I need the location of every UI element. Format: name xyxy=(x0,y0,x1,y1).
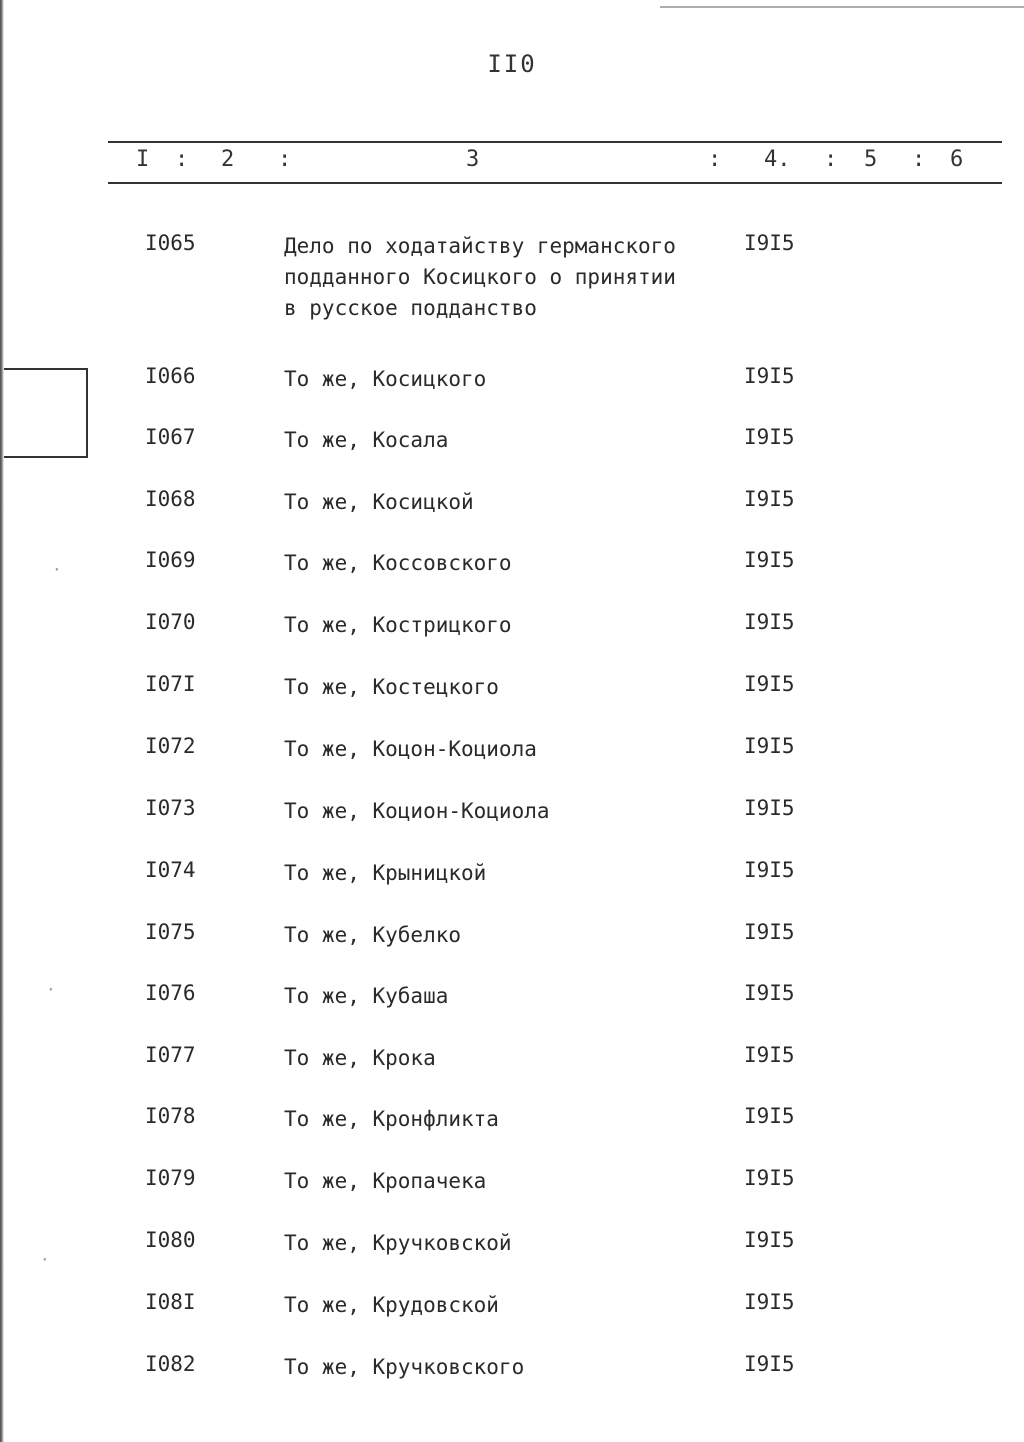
table-header-rule xyxy=(108,182,1002,184)
column-separator: : xyxy=(708,147,722,172)
entry-number: I07I xyxy=(145,672,196,696)
entry-description: То же, Костецкого xyxy=(284,675,499,699)
entry-number: I078 xyxy=(145,1104,196,1128)
entry-description: То же, Кубелко xyxy=(284,923,462,947)
entry-number: I072 xyxy=(145,734,196,758)
entry-description: То же, Кронфликта xyxy=(284,1107,499,1131)
page-edge-shadow xyxy=(0,0,4,1442)
entry-description: Дело по ходатайству германского подданного Косицкого о принятии в русское подданство xyxy=(284,234,676,320)
entry-year: I9I5 xyxy=(744,1228,795,1252)
entry-year: I9I5 xyxy=(744,1352,795,1376)
entry-description: То же, Кручковского xyxy=(284,1355,525,1379)
entry-year: I9I5 xyxy=(744,1104,795,1128)
entry-number: I077 xyxy=(145,1043,196,1067)
entry-number: I075 xyxy=(145,920,196,944)
entry-description: То же, Косицкого xyxy=(284,367,487,391)
table-top-rule xyxy=(108,141,1002,143)
entry-number: I069 xyxy=(145,548,196,572)
column-separator: : xyxy=(912,147,926,172)
entry-year: I9I5 xyxy=(744,231,795,255)
entry-description: То же, Коцион-Коциола xyxy=(284,799,550,823)
entry-year: I9I5 xyxy=(744,610,795,634)
entry-year: I9I5 xyxy=(744,1290,795,1314)
entry-description: То же, Коссовского xyxy=(284,551,512,575)
entry-description: То же, Косицкой xyxy=(284,490,474,514)
entry-year: I9I5 xyxy=(744,1166,795,1190)
entry-year: I9I5 xyxy=(744,487,795,511)
entry-year: I9I5 xyxy=(744,981,795,1005)
page-number: II0 xyxy=(487,50,537,78)
entry-year: I9I5 xyxy=(744,548,795,572)
entry-year: I9I5 xyxy=(744,1043,795,1067)
entry-number: I080 xyxy=(145,1228,196,1252)
entry-year: I9I5 xyxy=(744,672,795,696)
paper-tab xyxy=(4,368,88,458)
entry-description: То же, Кропачека xyxy=(284,1169,487,1193)
entry-number: I073 xyxy=(145,796,196,820)
entry-year: I9I5 xyxy=(744,858,795,882)
column-header-2: 2 xyxy=(221,147,235,172)
entry-description: То же, Крудовской xyxy=(284,1293,499,1317)
entry-description: То же, Крыницкой xyxy=(284,861,487,885)
column-separator: : xyxy=(824,147,838,172)
entry-year: I9I5 xyxy=(744,364,795,388)
entry-number: I082 xyxy=(145,1352,196,1376)
entry-description: То же, Косала xyxy=(284,428,449,452)
column-separator: : xyxy=(175,147,189,172)
column-header-3: 3 xyxy=(466,147,480,172)
column-header-6: 6 xyxy=(950,147,964,172)
entry-number: I08I xyxy=(145,1290,196,1314)
entry-description: То же, Крока xyxy=(284,1046,436,1070)
entry-number: I065 xyxy=(145,231,196,255)
column-separator: : xyxy=(278,147,292,172)
column-header-1: I xyxy=(136,147,150,172)
entry-number: I079 xyxy=(145,1166,196,1190)
column-header-5: 5 xyxy=(864,147,878,172)
column-header xyxy=(108,147,1002,177)
entry-year: I9I5 xyxy=(744,796,795,820)
entry-year: I9I5 xyxy=(744,920,795,944)
entry-description: То же, Кручковской xyxy=(284,1231,512,1255)
entry-number: I070 xyxy=(145,610,196,634)
scan-smudge xyxy=(660,6,1024,18)
entry-number: I066 xyxy=(145,364,196,388)
entry-description: То же, Кострицкого xyxy=(284,613,512,637)
entry-number: I067 xyxy=(145,425,196,449)
scan-speck: · xyxy=(46,980,56,999)
entry-description: То же, Коцон-Коциола xyxy=(284,737,537,761)
scan-speck: · xyxy=(52,560,62,579)
entry-description: То же, Кубаша xyxy=(284,984,449,1008)
entry-number: I074 xyxy=(145,858,196,882)
entry-number: I068 xyxy=(145,487,196,511)
scan-speck: · xyxy=(40,1250,50,1269)
entry-year: I9I5 xyxy=(744,425,795,449)
entry-number: I076 xyxy=(145,981,196,1005)
entry-year: I9I5 xyxy=(744,734,795,758)
column-header-4: 4. xyxy=(764,147,791,172)
